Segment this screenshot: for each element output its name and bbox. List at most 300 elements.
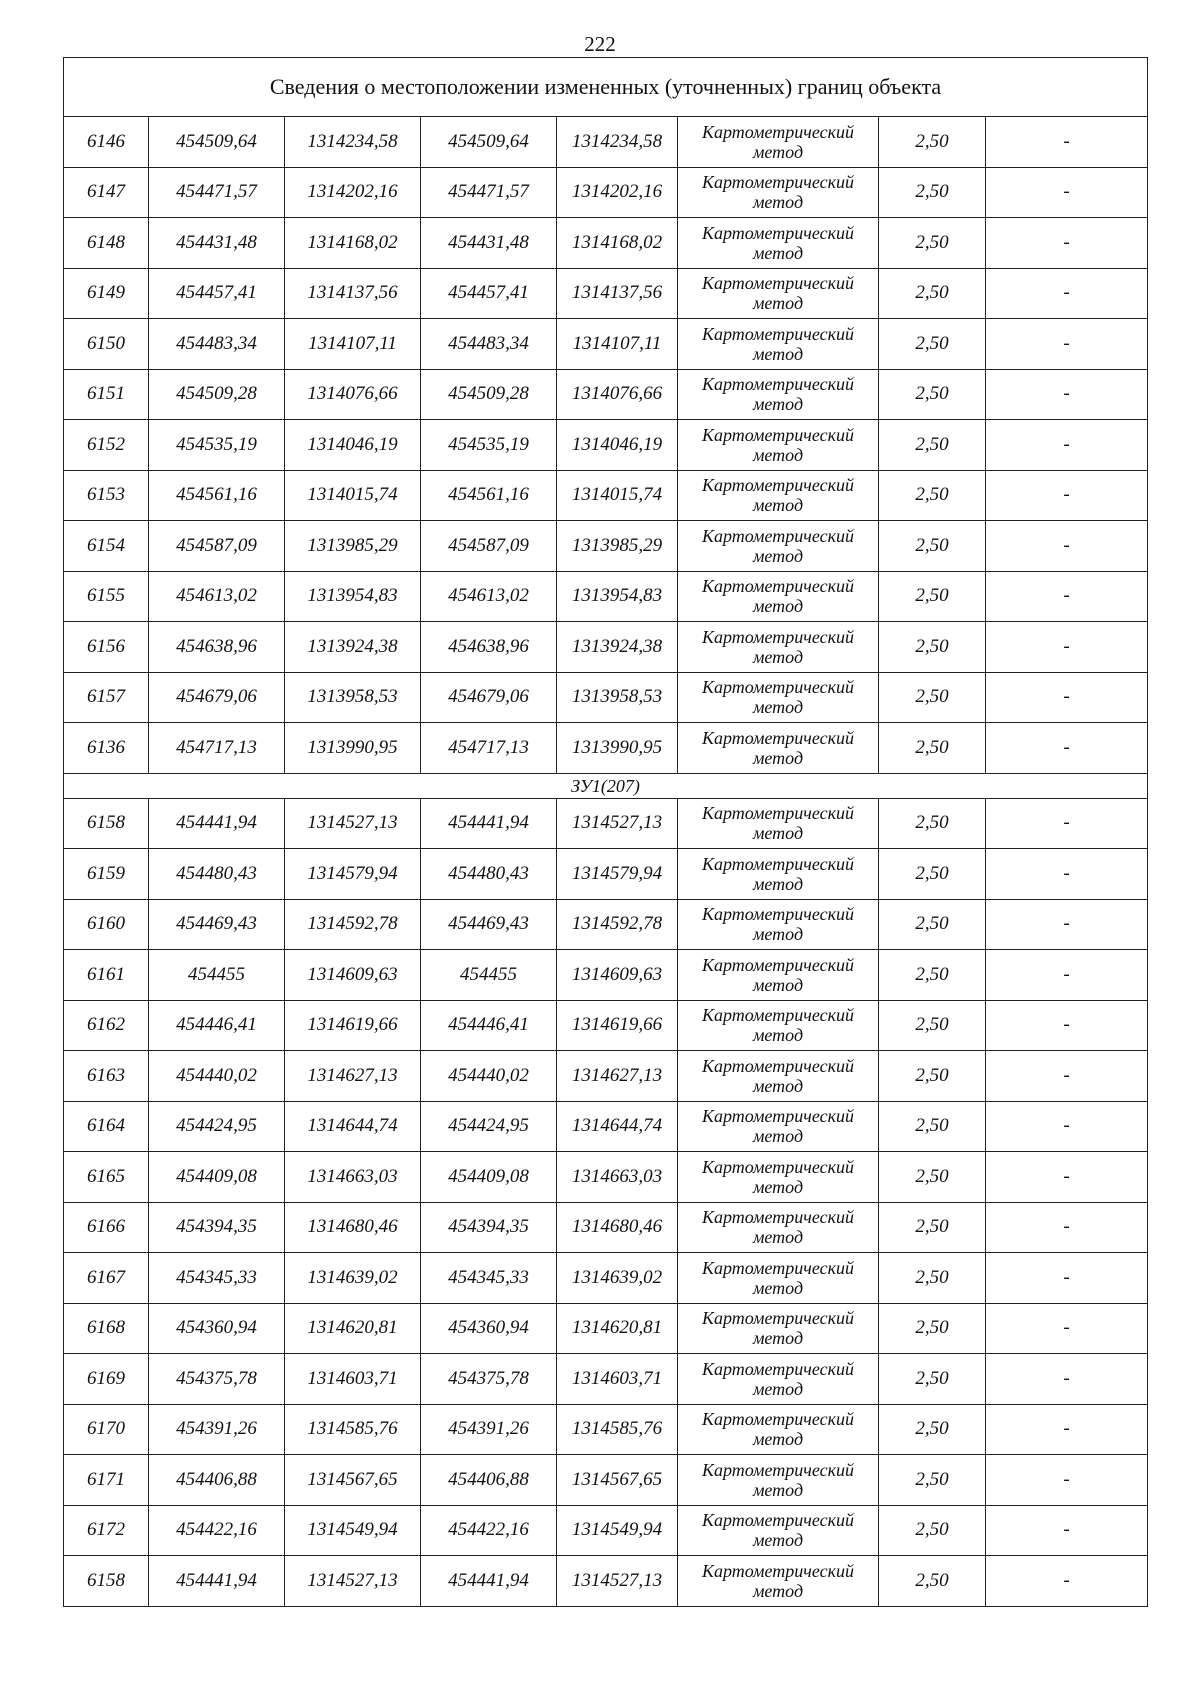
cell-note: - <box>986 1354 1148 1405</box>
cell-x-new: 454394,35 <box>421 1202 557 1253</box>
cell-point: 6152 <box>64 420 149 471</box>
cell-y-new: 1314592,78 <box>557 899 678 950</box>
cell-note: - <box>986 899 1148 950</box>
cell-y-new: 1314046,19 <box>557 420 678 471</box>
cell-point: 6163 <box>64 1051 149 1102</box>
cell-x-old: 454441,94 <box>149 1556 285 1607</box>
cell-y-new: 1314609,63 <box>557 950 678 1001</box>
cell-y-new: 1314680,46 <box>557 1202 678 1253</box>
cell-method <box>678 1051 879 1102</box>
cell-method <box>678 723 879 774</box>
cell-accuracy: 2,50 <box>879 723 986 774</box>
cell-accuracy: 2,50 <box>879 1000 986 1051</box>
table-row <box>64 268 1148 319</box>
cell-method <box>678 571 879 622</box>
cell-x-new: 454446,41 <box>421 1000 557 1051</box>
cell-note: - <box>986 117 1148 168</box>
cell-point: 6147 <box>64 167 149 218</box>
cell-note: - <box>986 798 1148 849</box>
table-row <box>64 672 1148 723</box>
cell-point: 6153 <box>64 470 149 521</box>
cell-method <box>678 1152 879 1203</box>
method-line-1: Картометрический <box>701 1560 854 1581</box>
cell-y-new: 1313954,83 <box>557 571 678 622</box>
cell-y-old: 1314107,11 <box>285 319 421 370</box>
method-line-2: метод <box>752 924 804 945</box>
method-line-1: Картометрический <box>701 121 854 142</box>
method-line-1: Картометрический <box>701 1156 854 1177</box>
cell-note: - <box>986 1505 1148 1556</box>
cell-y-new: 1314585,76 <box>557 1404 678 1455</box>
cell-x-new: 454638,96 <box>421 622 557 673</box>
cell-y-old: 1314202,16 <box>285 167 421 218</box>
cell-accuracy: 2,50 <box>879 899 986 950</box>
method-line-1: Картометрический <box>701 1106 854 1127</box>
method-line-1: Картометрический <box>701 1358 854 1379</box>
cell-x-new: 454471,57 <box>421 167 557 218</box>
cell-point: 6158 <box>64 1556 149 1607</box>
cell-method <box>678 470 879 521</box>
cell-x-new: 454717,13 <box>421 723 557 774</box>
cell-x-old: 454483,34 <box>149 319 285 370</box>
cell-accuracy: 2,50 <box>879 268 986 319</box>
cell-y-old: 1314619,66 <box>285 1000 421 1051</box>
method-line-1: Картометрический <box>701 1055 854 1076</box>
cell-note: - <box>986 218 1148 269</box>
cell-point: 6155 <box>64 571 149 622</box>
cell-accuracy: 2,50 <box>879 1505 986 1556</box>
table-title: Сведения о местоположении измененных (уточненных) границ объекта <box>64 58 1148 117</box>
cell-accuracy: 2,50 <box>879 319 986 370</box>
method-line-1: Картометрический <box>701 576 854 597</box>
cell-x-new: 454457,41 <box>421 268 557 319</box>
table-row <box>64 1404 1148 1455</box>
cell-point: 6149 <box>64 268 149 319</box>
cell-y-new: 1314137,56 <box>557 268 678 319</box>
cell-x-new: 454455 <box>421 950 557 1001</box>
method-line-1: Картометрический <box>701 1005 854 1026</box>
cell-x-old: 454509,64 <box>149 117 285 168</box>
cell-x-old: 454409,08 <box>149 1152 285 1203</box>
cell-y-old: 1314579,94 <box>285 849 421 900</box>
cell-accuracy: 2,50 <box>879 672 986 723</box>
method-line-1: Картометрический <box>701 424 854 445</box>
cell-y-old: 1313954,83 <box>285 571 421 622</box>
method-line-2: метод <box>752 1328 804 1349</box>
cell-x-old: 454440,02 <box>149 1051 285 1102</box>
cell-point: 6156 <box>64 622 149 673</box>
table-body <box>64 58 1148 1607</box>
cell-x-old: 454391,26 <box>149 1404 285 1455</box>
table-row <box>64 723 1148 774</box>
cell-note: - <box>986 1404 1148 1455</box>
method-line-2: метод <box>752 293 804 314</box>
cell-note: - <box>986 1051 1148 1102</box>
cell-y-new: 1314619,66 <box>557 1000 678 1051</box>
method-line-1: Картометрический <box>701 475 854 496</box>
method-line-2: метод <box>752 192 804 213</box>
cell-y-old: 1314609,63 <box>285 950 421 1001</box>
cell-note: - <box>986 1101 1148 1152</box>
cell-x-old: 454480,43 <box>149 849 285 900</box>
cell-note: - <box>986 1455 1148 1506</box>
cell-y-old: 1314549,94 <box>285 1505 421 1556</box>
cell-x-new: 454409,08 <box>421 1152 557 1203</box>
cell-accuracy: 2,50 <box>879 1152 986 1203</box>
cell-y-old: 1314046,19 <box>285 420 421 471</box>
cell-x-new: 454406,88 <box>421 1455 557 1506</box>
cell-x-old: 454509,28 <box>149 369 285 420</box>
cell-accuracy: 2,50 <box>879 1404 986 1455</box>
table-row <box>64 1455 1148 1506</box>
cell-method <box>678 521 879 572</box>
cell-method <box>678 268 879 319</box>
cell-note: - <box>986 571 1148 622</box>
cell-y-old: 1314015,74 <box>285 470 421 521</box>
cell-x-old: 454469,43 <box>149 899 285 950</box>
cell-note: - <box>986 268 1148 319</box>
cell-method <box>678 117 879 168</box>
cell-point: 6148 <box>64 218 149 269</box>
cell-x-old: 454471,57 <box>149 167 285 218</box>
method-line-2: метод <box>752 394 804 415</box>
cell-x-new: 454613,02 <box>421 571 557 622</box>
cell-accuracy: 2,50 <box>879 1202 986 1253</box>
cell-accuracy: 2,50 <box>879 117 986 168</box>
cell-method <box>678 1000 879 1051</box>
cell-y-new: 1314620,81 <box>557 1303 678 1354</box>
method-line-1: Картометрический <box>701 677 854 698</box>
method-line-1: Картометрический <box>701 1308 854 1329</box>
cell-y-new: 1314202,16 <box>557 167 678 218</box>
cell-x-old: 454457,41 <box>149 268 285 319</box>
cell-point: 6165 <box>64 1152 149 1203</box>
cell-method <box>678 899 879 950</box>
method-line-1: Картометрический <box>701 1459 854 1480</box>
method-line-2: метод <box>752 747 804 768</box>
cell-point: 6146 <box>64 117 149 168</box>
cell-y-new: 1314663,03 <box>557 1152 678 1203</box>
cell-x-old: 454431,48 <box>149 218 285 269</box>
method-line-2: метод <box>752 1277 804 1298</box>
cell-point: 6170 <box>64 1404 149 1455</box>
cell-point: 6162 <box>64 1000 149 1051</box>
cell-method <box>678 1253 879 1304</box>
cell-note: - <box>986 849 1148 900</box>
section-row <box>64 773 1148 798</box>
cell-x-old: 454441,94 <box>149 798 285 849</box>
cell-y-new: 1314567,65 <box>557 1455 678 1506</box>
table-row <box>64 849 1148 900</box>
cell-point: 6167 <box>64 1253 149 1304</box>
cell-method <box>678 950 879 1001</box>
method-line-2: метод <box>752 1429 804 1450</box>
cell-accuracy: 2,50 <box>879 1556 986 1607</box>
cell-note: - <box>986 1303 1148 1354</box>
cell-y-old: 1314627,13 <box>285 1051 421 1102</box>
cell-x-new: 454509,64 <box>421 117 557 168</box>
cell-y-new: 1313958,53 <box>557 672 678 723</box>
cell-point: 6160 <box>64 899 149 950</box>
cell-y-new: 1314639,02 <box>557 1253 678 1304</box>
table-row <box>64 117 1148 168</box>
cell-y-new: 1314579,94 <box>557 849 678 900</box>
cell-method <box>678 420 879 471</box>
method-line-2: метод <box>752 545 804 566</box>
cell-accuracy: 2,50 <box>879 1303 986 1354</box>
cell-y-old: 1314567,65 <box>285 1455 421 1506</box>
table-row <box>64 622 1148 673</box>
cell-x-old: 454394,35 <box>149 1202 285 1253</box>
cell-note: - <box>986 167 1148 218</box>
cell-y-old: 1314527,13 <box>285 1556 421 1607</box>
cell-accuracy: 2,50 <box>879 1101 986 1152</box>
cell-method <box>678 622 879 673</box>
cell-x-new: 454441,94 <box>421 798 557 849</box>
cell-x-old: 454587,09 <box>149 521 285 572</box>
cell-note: - <box>986 723 1148 774</box>
cell-x-new: 454360,94 <box>421 1303 557 1354</box>
table-row <box>64 899 1148 950</box>
cell-point: 6172 <box>64 1505 149 1556</box>
cell-method <box>678 1556 879 1607</box>
cell-y-old: 1314644,74 <box>285 1101 421 1152</box>
cell-note: - <box>986 369 1148 420</box>
table-row <box>64 521 1148 572</box>
cell-accuracy: 2,50 <box>879 1455 986 1506</box>
cell-x-new: 454441,94 <box>421 1556 557 1607</box>
cell-x-old: 454455 <box>149 950 285 1001</box>
cell-point: 6169 <box>64 1354 149 1405</box>
cell-note: - <box>986 672 1148 723</box>
cell-y-new: 1313924,38 <box>557 622 678 673</box>
cell-y-new: 1314527,13 <box>557 798 678 849</box>
method-line-1: Картометрический <box>701 626 854 647</box>
cell-method <box>678 849 879 900</box>
method-line-2: метод <box>752 974 804 995</box>
cell-point: 6168 <box>64 1303 149 1354</box>
table-row <box>64 798 1148 849</box>
cell-x-new: 454345,33 <box>421 1253 557 1304</box>
table-row <box>64 420 1148 471</box>
cell-y-new: 1313990,95 <box>557 723 678 774</box>
method-line-1: Картометрический <box>701 954 854 975</box>
method-line-2: метод <box>752 823 804 844</box>
cell-x-new: 454587,09 <box>421 521 557 572</box>
cell-y-new: 1314076,66 <box>557 369 678 420</box>
cell-accuracy: 2,50 <box>879 1051 986 1102</box>
cell-y-old: 1314168,02 <box>285 218 421 269</box>
method-line-1: Картометрический <box>701 374 854 395</box>
cell-method <box>678 672 879 723</box>
cell-accuracy: 2,50 <box>879 798 986 849</box>
cell-x-new: 454391,26 <box>421 1404 557 1455</box>
table-row <box>64 1505 1148 1556</box>
table-row <box>64 1303 1148 1354</box>
cell-point: 6161 <box>64 950 149 1001</box>
table-row <box>64 1051 1148 1102</box>
method-line-1: Картометрический <box>701 853 854 874</box>
method-line-2: метод <box>752 1479 804 1500</box>
cell-method <box>678 319 879 370</box>
cell-accuracy: 2,50 <box>879 369 986 420</box>
cell-y-new: 1313985,29 <box>557 521 678 572</box>
cell-method <box>678 218 879 269</box>
cell-note: - <box>986 521 1148 572</box>
cell-note: - <box>986 319 1148 370</box>
cell-y-old: 1314592,78 <box>285 899 421 950</box>
method-line-2: метод <box>752 1530 804 1551</box>
cell-point: 6159 <box>64 849 149 900</box>
cell-note: - <box>986 470 1148 521</box>
cell-x-old: 454406,88 <box>149 1455 285 1506</box>
table-row <box>64 167 1148 218</box>
cell-method <box>678 1455 879 1506</box>
cell-y-old: 1314603,71 <box>285 1354 421 1405</box>
cell-x-new: 454424,95 <box>421 1101 557 1152</box>
cell-point: 6150 <box>64 319 149 370</box>
cell-method <box>678 1354 879 1405</box>
cell-x-old: 454446,41 <box>149 1000 285 1051</box>
cell-y-old: 1314639,02 <box>285 1253 421 1304</box>
cell-y-old: 1314585,76 <box>285 1404 421 1455</box>
table-row <box>64 319 1148 370</box>
cell-y-old: 1314680,46 <box>285 1202 421 1253</box>
method-line-1: Картометрический <box>701 525 854 546</box>
method-line-2: метод <box>752 873 804 894</box>
cell-accuracy: 2,50 <box>879 470 986 521</box>
cell-note: - <box>986 1152 1148 1203</box>
cell-note: - <box>986 1000 1148 1051</box>
cell-y-old: 1314527,13 <box>285 798 421 849</box>
method-line-1: Картометрический <box>701 1409 854 1430</box>
cell-method <box>678 798 879 849</box>
section-label: ЗУ1(207) <box>64 773 1148 798</box>
table-row <box>64 1101 1148 1152</box>
cell-x-new: 454535,19 <box>421 420 557 471</box>
table-row <box>64 369 1148 420</box>
cell-y-new: 1314603,71 <box>557 1354 678 1405</box>
cell-method <box>678 1404 879 1455</box>
table-row <box>64 1253 1148 1304</box>
cell-point: 6136 <box>64 723 149 774</box>
cell-point: 6157 <box>64 672 149 723</box>
cell-note: - <box>986 420 1148 471</box>
method-line-1: Картометрический <box>701 1257 854 1278</box>
cell-y-old: 1313924,38 <box>285 622 421 673</box>
method-line-2: метод <box>752 646 804 667</box>
method-line-1: Картометрический <box>701 904 854 925</box>
method-line-1: Картометрический <box>701 803 854 824</box>
method-line-1: Картометрический <box>701 727 854 748</box>
method-line-2: метод <box>752 444 804 465</box>
cell-y-old: 1314076,66 <box>285 369 421 420</box>
table-row <box>64 218 1148 269</box>
method-line-2: метод <box>752 242 804 263</box>
cell-y-new: 1314527,13 <box>557 1556 678 1607</box>
method-line-1: Картометрический <box>701 1207 854 1228</box>
method-line-1: Картометрический <box>701 172 854 193</box>
cell-accuracy: 2,50 <box>879 1354 986 1405</box>
cell-x-new: 454431,48 <box>421 218 557 269</box>
cell-accuracy: 2,50 <box>879 849 986 900</box>
method-line-2: метод <box>752 1126 804 1147</box>
cell-x-new: 454440,02 <box>421 1051 557 1102</box>
cell-method <box>678 1303 879 1354</box>
method-line-2: метод <box>752 697 804 718</box>
cell-point: 6171 <box>64 1455 149 1506</box>
cell-y-new: 1314549,94 <box>557 1505 678 1556</box>
cell-x-old: 454638,96 <box>149 622 285 673</box>
cell-x-new: 454422,16 <box>421 1505 557 1556</box>
cell-y-new: 1314234,58 <box>557 117 678 168</box>
cell-y-old: 1314137,56 <box>285 268 421 319</box>
cell-point: 6158 <box>64 798 149 849</box>
cell-point: 6164 <box>64 1101 149 1152</box>
method-line-1: Картометрический <box>701 1510 854 1531</box>
table-row <box>64 571 1148 622</box>
page-number: 222 <box>584 32 616 56</box>
cell-accuracy: 2,50 <box>879 521 986 572</box>
table-row <box>64 1000 1148 1051</box>
cell-method <box>678 1101 879 1152</box>
cell-accuracy: 2,50 <box>879 420 986 471</box>
cell-point: 6154 <box>64 521 149 572</box>
cell-x-old: 454561,16 <box>149 470 285 521</box>
table-row <box>64 950 1148 1001</box>
cell-y-new: 1314015,74 <box>557 470 678 521</box>
cell-y-old: 1313990,95 <box>285 723 421 774</box>
cell-accuracy: 2,50 <box>879 218 986 269</box>
cell-x-old: 454375,78 <box>149 1354 285 1405</box>
table-title-row <box>64 58 1148 117</box>
table-row <box>64 1354 1148 1405</box>
table-row <box>64 1152 1148 1203</box>
cell-accuracy: 2,50 <box>879 622 986 673</box>
method-line-2: метод <box>752 1075 804 1096</box>
cell-x-old: 454679,06 <box>149 672 285 723</box>
method-line-1: Картометрический <box>701 273 854 294</box>
table-row <box>64 1556 1148 1607</box>
cell-x-new: 454469,43 <box>421 899 557 950</box>
cell-note: - <box>986 950 1148 1001</box>
cell-note: - <box>986 1253 1148 1304</box>
cell-y-new: 1314627,13 <box>557 1051 678 1102</box>
cell-x-new: 454509,28 <box>421 369 557 420</box>
cell-x-new: 454483,34 <box>421 319 557 370</box>
cell-y-old: 1313958,53 <box>285 672 421 723</box>
cell-accuracy: 2,50 <box>879 950 986 1001</box>
cell-point: 6151 <box>64 369 149 420</box>
cell-x-old: 454360,94 <box>149 1303 285 1354</box>
method-line-1: Картометрический <box>701 323 854 344</box>
boundary-coordinates-table <box>63 57 1148 1607</box>
cell-y-new: 1314107,11 <box>557 319 678 370</box>
table-row <box>64 470 1148 521</box>
method-line-2: метод <box>752 1025 804 1046</box>
method-line-2: метод <box>752 1378 804 1399</box>
cell-accuracy: 2,50 <box>879 571 986 622</box>
cell-method <box>678 1505 879 1556</box>
method-line-2: метод <box>752 1227 804 1248</box>
cell-x-old: 454535,19 <box>149 420 285 471</box>
cell-method <box>678 1202 879 1253</box>
cell-accuracy: 2,50 <box>879 1253 986 1304</box>
cell-x-new: 454480,43 <box>421 849 557 900</box>
cell-note: - <box>986 622 1148 673</box>
method-line-2: метод <box>752 141 804 162</box>
cell-x-old: 454613,02 <box>149 571 285 622</box>
